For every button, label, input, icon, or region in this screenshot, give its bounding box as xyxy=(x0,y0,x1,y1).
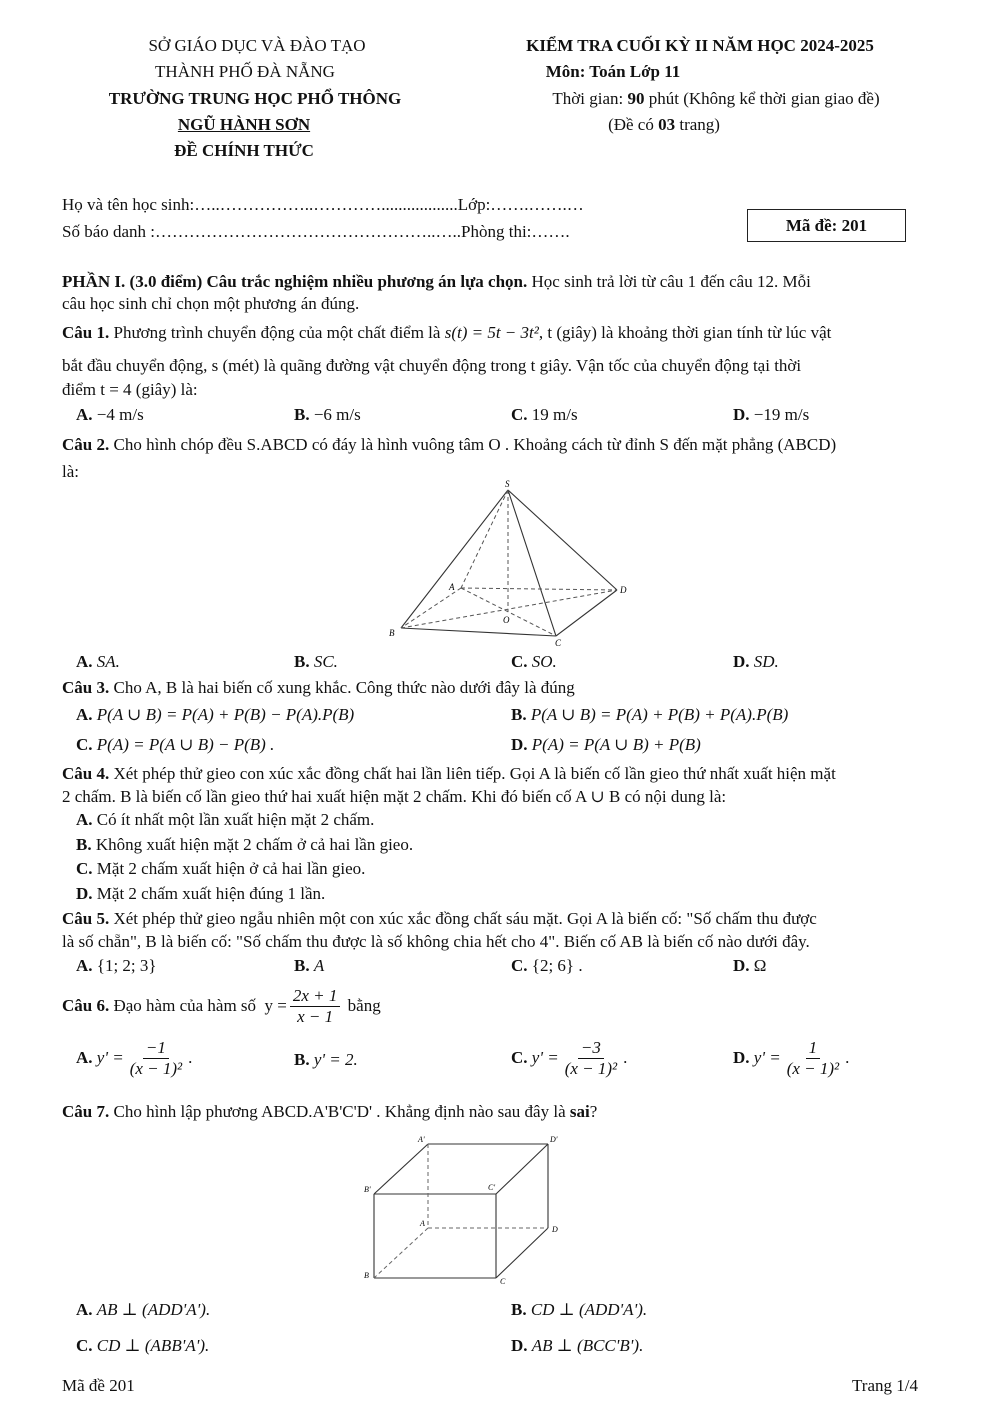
q4-label: Câu 4. xyxy=(62,764,110,783)
q2-label: Câu 2. xyxy=(62,435,110,454)
q7-sai: sai xyxy=(569,1102,590,1121)
label-a1: A' xyxy=(418,1135,425,1144)
q5-option-d[interactable] xyxy=(733,956,766,976)
q2-option-c[interactable] xyxy=(511,652,557,672)
q2-line2: là: xyxy=(62,462,79,481)
option-text: P(A ∪ B) = P(A) + P(B) − P(A).P(B) xyxy=(96,705,355,724)
part1-heading-rest: Học sinh trả lời từ câu 1 đến câu 12. Mỗi xyxy=(527,272,811,291)
q4-line2: 2 chấm. B là biến cố lần gieo thứ hai xuất hiện mặt 2 chấm. Khi đó biến cố A ∪ B có nội dung là: xyxy=(62,787,727,806)
q1-label: Câu 1. xyxy=(62,323,110,342)
option-text: AB ⊥ (BCC'B'). xyxy=(531,1336,644,1355)
option-letter: A. xyxy=(76,1300,93,1319)
q6-label: Câu 6. xyxy=(62,995,110,1015)
q5-option-c[interactable] xyxy=(511,956,583,976)
q6-function-fraction xyxy=(290,986,341,1026)
option-text: A xyxy=(313,956,325,975)
q1-option-b[interactable] xyxy=(294,405,361,425)
option-letter: B. xyxy=(511,705,527,724)
part1-heading-bold: PHẦN I. (3.0 điểm) Câu trắc nghiệm nhiều phương án lựa chọn. xyxy=(62,272,528,291)
q7-option-d[interactable] xyxy=(511,1336,643,1356)
option-fraction xyxy=(784,1038,842,1078)
pages-prefix: (Đề có xyxy=(608,115,659,134)
official-label: ĐỀ CHÍNH THỨC xyxy=(174,141,314,160)
option-text: Mặt 2 chấm xuất hiện đúng 1 lần. xyxy=(96,884,326,903)
q5-label: Câu 5. xyxy=(62,909,110,928)
option-text: y' = 2. xyxy=(313,1050,358,1069)
label-a: A xyxy=(449,582,455,592)
q4-option-a[interactable] xyxy=(76,810,374,830)
q4-option-b[interactable] xyxy=(76,835,413,855)
option-letter: B. xyxy=(76,835,92,854)
option-letter: A. xyxy=(76,705,93,724)
option-prefix: y' = xyxy=(753,1047,781,1067)
option-letter: A. xyxy=(76,405,93,424)
q7-option-a[interactable] xyxy=(76,1300,210,1320)
option-end: . xyxy=(845,1047,850,1067)
option-letter: A. xyxy=(76,810,93,829)
option-text: CD ⊥ (ADD'A'). xyxy=(530,1300,648,1319)
label-c: C xyxy=(555,638,562,646)
option-letter: D. xyxy=(733,652,750,671)
option-letter: D. xyxy=(733,405,750,424)
option-text: SO. xyxy=(531,652,557,671)
q4-option-d[interactable] xyxy=(76,884,325,904)
q6-line1 xyxy=(62,986,381,1026)
option-letter: D. xyxy=(511,1336,528,1355)
option-prefix: y' = xyxy=(531,1047,559,1067)
option-letter: B. xyxy=(294,652,310,671)
q1-option-a[interactable] xyxy=(76,405,144,425)
q7-line1 xyxy=(62,1102,597,1122)
option-letter: A. xyxy=(76,956,93,975)
label-d1: D' xyxy=(550,1135,558,1144)
option-letter: D. xyxy=(511,735,528,754)
time-line xyxy=(552,89,879,109)
q6-option-b[interactable] xyxy=(294,1050,358,1070)
option-text: 19 m/s xyxy=(531,405,578,424)
label-b: B xyxy=(364,1271,369,1280)
q4-text: Xét phép thử gieo con xúc xắc đồng chất hai lần liên tiếp. Gọi A là biến cố lần gieo thứ nhất xuất hiện mặt xyxy=(109,764,836,783)
option-letter: C. xyxy=(76,735,93,754)
option-text: P(A) = P(A ∪ B) − P(B) . xyxy=(96,735,275,754)
q1-formula: s(t) = 5t − 3t² xyxy=(444,323,539,342)
option-text: Không xuất hiện mặt 2 chấm ở cả hai lần gieo. xyxy=(95,835,414,854)
option-text: −4 m/s xyxy=(96,405,144,424)
option-text: Mặt 2 chấm xuất hiện ở cả hai lần gieo. xyxy=(96,859,366,878)
option-letter: D. xyxy=(76,884,93,903)
q2-text: Cho hình chóp đều S.ABCD có đáy là hình vuông tâm O . Khoảng cách từ đỉnh S đến mặt phẳng (ABCD) xyxy=(109,435,837,454)
option-text: P(A) = P(A ∪ B) + P(B) xyxy=(531,735,701,754)
q6-option-c[interactable] xyxy=(511,1038,627,1078)
option-text: AB ⊥ (ADD'A'). xyxy=(96,1300,211,1319)
q1-line2: bắt đầu chuyển động, s (mét) là quãng đường vật chuyển động trong t giây. Vận tốc của chuyển động tại thời xyxy=(62,356,802,375)
pages-value: 03 xyxy=(658,115,676,134)
q7-option-c[interactable] xyxy=(76,1336,209,1356)
q7-option-b[interactable] xyxy=(511,1300,647,1320)
fraction-denominator: (x − 1)² xyxy=(129,1058,183,1078)
exam-code-box: Mã đề: 201 xyxy=(747,209,906,242)
option-letter: A. xyxy=(76,652,93,671)
option-letter: C. xyxy=(511,652,528,671)
student-id-line: Số báo danh :…………………………………………..…..Phòng thi:……. xyxy=(62,222,570,241)
q1-text-b: , t (giây) là khoảng thời gian tính từ lúc vật xyxy=(538,323,832,342)
option-letter: C. xyxy=(76,1336,93,1355)
part1-heading xyxy=(62,272,811,292)
option-fraction xyxy=(127,1038,185,1078)
q2-option-d[interactable] xyxy=(733,652,779,672)
q5-option-a[interactable] xyxy=(76,956,157,976)
time-value: 90 xyxy=(627,89,645,108)
dept-line2: THÀNH PHỐ ĐÀ NẴNG xyxy=(155,62,335,81)
school-line2: NGŨ HÀNH SƠN xyxy=(177,115,311,134)
footer-code: Mã đề 201 xyxy=(62,1376,135,1395)
pages-line xyxy=(608,115,720,135)
q5-line1 xyxy=(62,909,817,929)
q6-after: bằng xyxy=(343,995,381,1015)
pyramid-figure xyxy=(385,478,635,646)
q3-option-d[interactable] xyxy=(511,735,701,755)
q2-line1 xyxy=(62,435,836,455)
option-letter: B. xyxy=(294,956,310,975)
fraction-denominator: x − 1 xyxy=(297,1006,334,1026)
option-letter: D. xyxy=(733,956,750,975)
option-text: SC. xyxy=(313,652,338,671)
q4-line1 xyxy=(62,764,836,784)
part1-heading-line2: câu học sinh chỉ chọn một phương án đúng. xyxy=(62,294,360,313)
option-end: . xyxy=(623,1047,628,1067)
label-a: A xyxy=(420,1219,425,1228)
label-b: B xyxy=(389,628,395,638)
option-letter: B. xyxy=(294,405,310,424)
label-b1: B' xyxy=(364,1185,371,1194)
q5-option-b[interactable] xyxy=(294,956,324,976)
option-text: {1; 2; 3} xyxy=(96,956,157,975)
q3-option-c[interactable] xyxy=(76,735,274,755)
label-c1: C' xyxy=(488,1183,496,1192)
fraction-numerator: 1 xyxy=(806,1038,821,1059)
time-prefix: Thời gian: xyxy=(552,89,628,108)
exam-title: KIỂM TRA CUỐI KỲ II NĂM HỌC 2024-2025 xyxy=(526,36,874,55)
q7-end: ? xyxy=(589,1102,598,1121)
school-line1: TRƯỜNG TRUNG HỌC PHỔ THÔNG xyxy=(108,89,402,108)
time-suffix: phút (Không kể thời gian giao đề) xyxy=(644,89,880,108)
q7-label: Câu 7. xyxy=(62,1102,110,1121)
fraction-numerator: 2x + 1 xyxy=(290,986,341,1007)
label-d: D xyxy=(620,585,627,595)
option-letter: C. xyxy=(511,405,528,424)
option-letter: B. xyxy=(294,1050,310,1069)
option-text: {2; 6} . xyxy=(531,956,583,975)
q1-option-c[interactable] xyxy=(511,405,578,425)
option-text: Ω xyxy=(753,956,767,975)
q3-option-a[interactable] xyxy=(76,705,354,725)
option-fraction xyxy=(562,1038,620,1078)
q2-option-a[interactable] xyxy=(76,652,120,672)
q1-text: Phương trình chuyển động của một chất điểm là xyxy=(109,323,445,342)
pages-suffix: trang) xyxy=(675,115,720,134)
q3-line1 xyxy=(62,678,575,698)
fraction-numerator: −3 xyxy=(578,1038,604,1059)
option-text: −19 m/s xyxy=(753,405,810,424)
label-s: S xyxy=(505,479,510,489)
option-end: . xyxy=(188,1047,193,1067)
q1-option-d[interactable] xyxy=(733,405,809,425)
option-text: P(A ∪ B) = P(A) + P(B) + P(A).P(B) xyxy=(530,705,789,724)
option-letter: C. xyxy=(511,1047,528,1067)
label-d: D xyxy=(552,1225,558,1234)
q1-line3: điểm t = 4 (giây) là: xyxy=(62,380,198,399)
option-text: SD. xyxy=(753,652,779,671)
q7-text: Cho hình lập phương ABCD.A'B'C'D' . Khẳng định nào sau đây là xyxy=(109,1102,570,1121)
fraction-numerator: −1 xyxy=(143,1038,169,1059)
fraction-denominator: (x − 1)² xyxy=(786,1058,840,1078)
q6-option-a[interactable] xyxy=(76,1038,192,1078)
q3-text: Cho A, B là hai biến cố xung khắc. Công thức nào dưới đây là đúng xyxy=(109,678,575,697)
dept-line1: SỞ GIÁO DỤC VÀ ĐÀO TẠO xyxy=(148,36,366,55)
option-text: Có ít nhất một lần xuất hiện mặt 2 chấm. xyxy=(96,810,375,829)
q4-option-c[interactable] xyxy=(76,859,365,879)
option-letter: C. xyxy=(511,956,528,975)
q1-line1 xyxy=(62,323,831,343)
q6-text: Đạo hàm của hàm số y = xyxy=(109,995,287,1015)
option-letter: D. xyxy=(733,1047,750,1067)
subject-line: Môn: Toán Lớp 11 xyxy=(545,62,681,81)
q3-option-b[interactable] xyxy=(511,705,788,725)
cube-figure xyxy=(362,1132,572,1287)
option-text: SA. xyxy=(96,652,120,671)
q2-option-b[interactable] xyxy=(294,652,338,672)
q5-text: Xét phép thử gieo ngẫu nhiên một con xúc xắc đồng chất sáu mặt. Gọi A là biến cố: "Số chấm thu được xyxy=(109,909,817,928)
q6-option-d[interactable] xyxy=(733,1038,849,1078)
option-letter: B. xyxy=(511,1300,527,1319)
footer-page: Trang 1/4 xyxy=(852,1376,918,1395)
label-o: O xyxy=(503,615,510,625)
fraction-denominator: (x − 1)² xyxy=(564,1058,618,1078)
option-letter: C. xyxy=(76,859,93,878)
option-text: CD ⊥ (ABB'A'). xyxy=(96,1336,210,1355)
label-c: C xyxy=(500,1277,506,1286)
option-text: −6 m/s xyxy=(313,405,361,424)
q3-label: Câu 3. xyxy=(62,678,110,697)
option-prefix: y' = xyxy=(96,1047,124,1067)
option-letter: A. xyxy=(76,1047,93,1067)
student-name-line: Họ và tên học sinh:…..……………..…………..................Lớp:…….…….… xyxy=(62,195,584,214)
q5-line2: là số chẵn", B là biến cố: "Số chấm thu được là số không chia hết cho 4". Biến cố AB là biến cố nào dưới đây. xyxy=(62,932,810,951)
